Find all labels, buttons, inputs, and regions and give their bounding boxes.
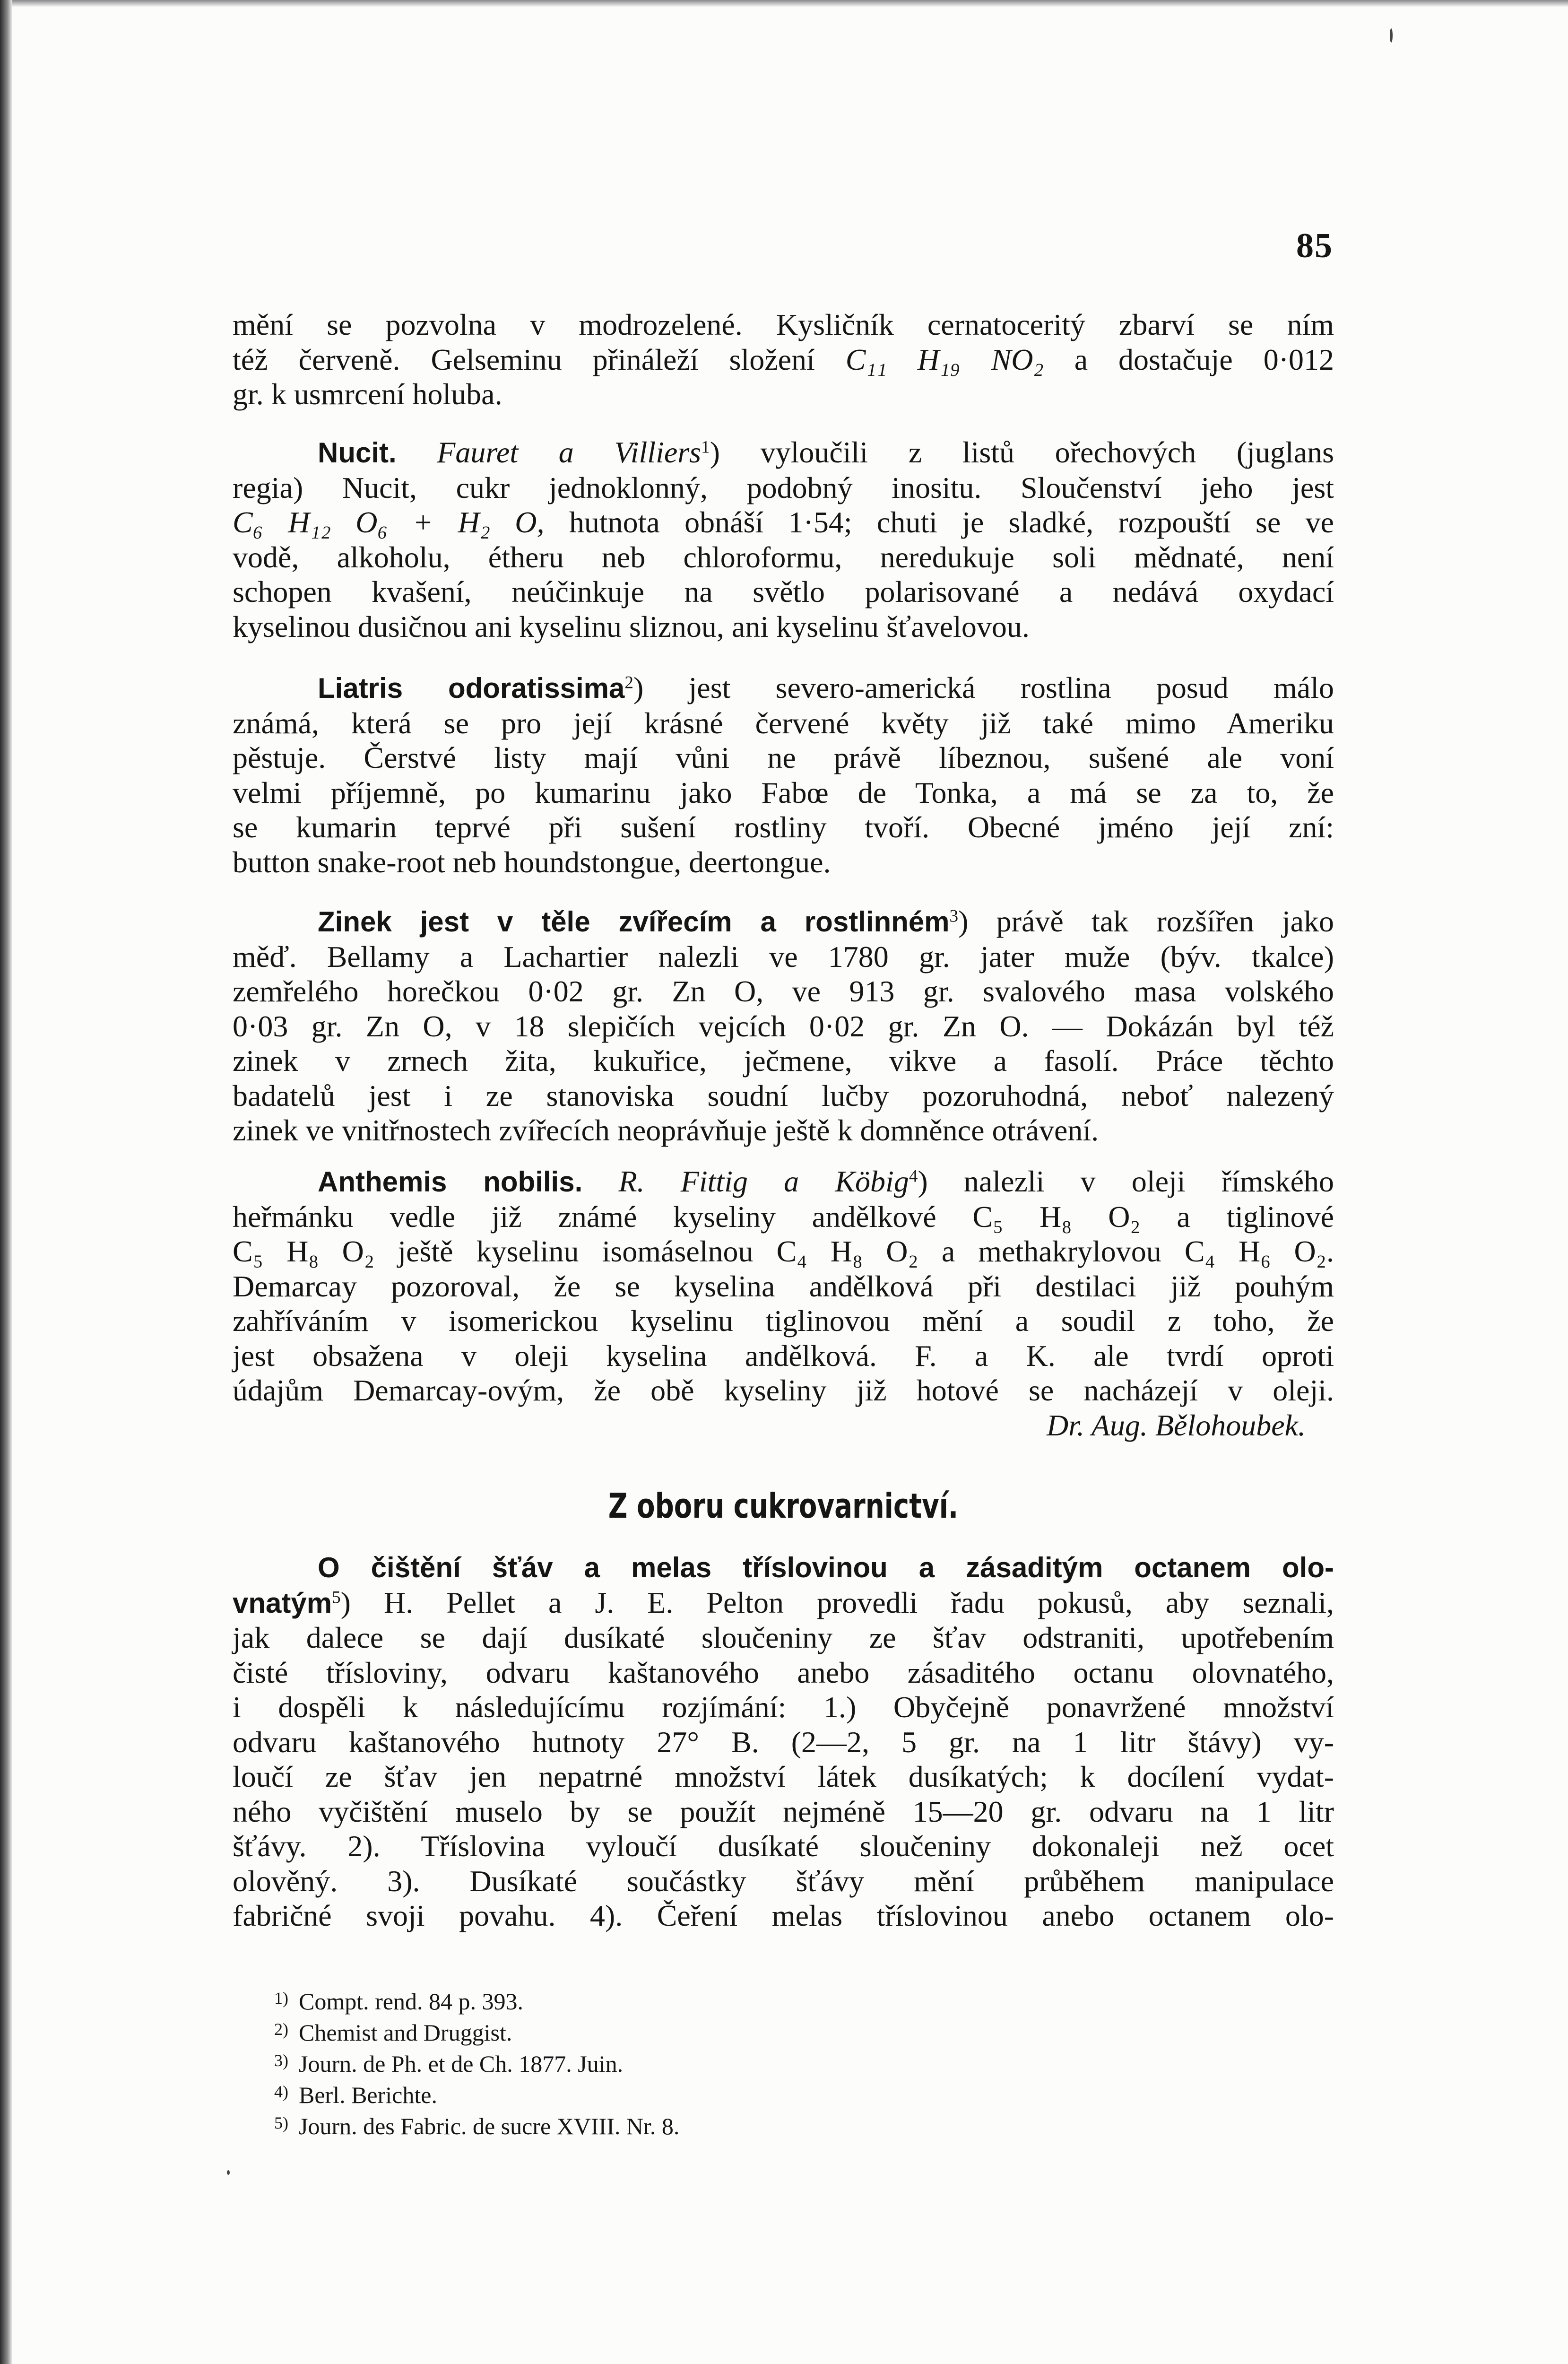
text-line: odvaru kaštanového hutnoty 27° B. (2—2, 5 gr. na 1 litr štávy) vy- xyxy=(233,1725,1334,1759)
footnote-ref: 3 xyxy=(949,906,959,926)
scan-edge-left xyxy=(0,0,12,2364)
text-line: jest obsažena v oleji kyselina andělková. F. a K. ale tvrdí oproti xyxy=(233,1338,1334,1373)
paragraph-term: vnatým xyxy=(233,1587,332,1619)
text-line: Liatris odoratissima$^2$) jest severo-americká rostlina posud málo xyxy=(318,671,1334,704)
footnote-number: 3) xyxy=(274,2051,288,2070)
footnote-ref: 4 xyxy=(909,1166,918,1186)
footnote-number: 1) xyxy=(274,1989,288,2008)
text-line: ného vyčištění muselo by se použít nejméně 15—20 gr. odvaru na 1 litr xyxy=(233,1794,1334,1828)
text-line: button snake-root neb houndstongue, deertongue. xyxy=(233,845,831,879)
section-heading: Z oboru cukrovarnictví. xyxy=(608,1486,959,1526)
footnote xyxy=(274,1984,679,2016)
text-line: se kumarin teprvé při sušení rostliny tvoří. Obecné jméno její zní: xyxy=(233,810,1334,844)
text-line: loučí ze šťav jen nepatrné množství látek dusíkatých; k docílení vydat- xyxy=(233,1760,1334,1793)
footnote-number: 5) xyxy=(274,2113,288,2132)
text-line: schopen kvašení, neúčinkuje na světlo polarisované a nedává oxydací xyxy=(233,575,1334,608)
paragraph-anthemis xyxy=(233,1164,1334,1443)
text-line: regia) Nucit, cukr jednoklonný, podobný inositu. Sloučenství jeho jest xyxy=(233,470,1334,504)
text-line: Zinek jest v těle zvířecím a rostlinném$^3$) právě tak rozšířen jako xyxy=(318,904,1334,938)
scan-speck xyxy=(1390,28,1393,43)
footnote-number: 2) xyxy=(274,2020,288,2039)
paragraph-cisteni-stav xyxy=(233,1550,1334,1933)
text-line: měď. Bellamy a Lachartier nalezli ve 1780 gr. jater muže (býv. tkalce) xyxy=(233,939,1334,973)
text-line: šťávy. 2). Tříslovina vyloučí dusíkaté sloučeniny dokonaleji než ocet xyxy=(233,1829,1334,1863)
text-line: zahříváním v isomerickou kyselinu tiglinovou mění a soudil z toho, že xyxy=(233,1304,1334,1338)
text-line xyxy=(233,1550,1334,1585)
formula: C₆ H₁₂ O₆ + H₂ O, xyxy=(233,505,545,539)
footnotes xyxy=(274,1984,679,2140)
text-line: kyselinou dusičnou ani kyselinu sliznou, ani kyselinu šťavelovou. xyxy=(233,609,1030,643)
text-line: Anthemis nobilis. R. Fittig a Köbig$^4$) nalezli v oleji římského xyxy=(318,1165,1334,1198)
paragraph-term: Zinek jest v těle zvířecím a rostlinném xyxy=(318,906,950,938)
text-line: zinek ve vnitřnostech zvířecích neoprávňuje ještě k domněnce otrávení. xyxy=(233,1113,1099,1147)
footnote-text: Journ. des Fabric. de sucre XVIII. Nr. 8. xyxy=(299,2113,680,2139)
paragraph-term: Nucit. xyxy=(318,437,397,469)
text-line: velmi příjemně, po kumarinu jako Fabœ de Tonka, a má se za to, že xyxy=(233,775,1334,809)
scan-speck xyxy=(227,2170,230,2175)
footnote-text: Berl. Berichte. xyxy=(299,2082,437,2108)
text-line: fabričné svoji povahu. 4). Čeření melas tříslovinou anebo octanem olo- xyxy=(233,1899,1334,1932)
footnote-text: Chemist and Druggist. xyxy=(299,2019,512,2046)
paragraph-nucit xyxy=(233,435,1334,644)
paragraph-term: Liatris odoratissima xyxy=(318,672,625,704)
text-line: čisté třísloviny, odvaru kaštanového anebo zásaditého octanu olovnatého, xyxy=(233,1655,1334,1689)
text-line: gr. k usmrcení holuba. xyxy=(233,377,502,411)
text-line: heřmánku vedle již známé kyseliny andělkové C₅ H₈ O₂ a tiglinové xyxy=(233,1199,1334,1234)
footnote xyxy=(274,2016,679,2047)
text-line: jak dalece se dají dusíkaté sloučeniny ze šťav odstraniti, upotřebením xyxy=(233,1621,1334,1654)
text-line: zemřelého horečkou 0·02 gr. Zn O, ve 913 gr. svalového masa volského xyxy=(233,974,1334,1008)
text-line: i dospěli k následujícímu rozjímání: 1.) Obyčejně ponavržené množství xyxy=(233,1690,1334,1724)
text-line: vodě, alkoholu, étheru neb chloroformu, neredukuje soli mědnaté, není xyxy=(233,540,1334,574)
text-line: C₅ H₈ O₂ ještě kyselinu isomáselnou C₄ H₈ O₂ a methakrylovou C₄ H₆ O₂. xyxy=(233,1234,1334,1268)
paragraph-term: Anthemis nobilis. xyxy=(318,1166,583,1198)
footnote-ref: 2 xyxy=(624,673,633,693)
text-line: známá, která se pro její krásné červené květy již také mimo Ameriku xyxy=(233,706,1334,740)
footnote-text: Compt. rend. 84 p. 393. xyxy=(299,1988,523,2015)
scan-edge-top xyxy=(0,0,1568,7)
paragraph-term: O čištění šťáv a melas tříslovinou a zásaditým octanem olo- xyxy=(318,1552,1334,1583)
page-number: 85 xyxy=(1296,226,1333,265)
footnote xyxy=(274,2047,679,2078)
paragraph-liatris xyxy=(233,670,1334,879)
text-line: Demarcay pozoroval, že se kyselina andělková při destilaci již pouhým xyxy=(233,1269,1334,1303)
footnote xyxy=(274,2109,679,2140)
text-line: 0·03 gr. Zn O, v 18 slepičích vejcích 0·02 gr. Zn O. — Dokázán byl též xyxy=(233,1009,1334,1043)
text-line: C₆ H₁₂ O₆ + H₂ O, hutnota obnáší 1·54; chuti je sladké, rozpouští se ve xyxy=(233,505,1334,539)
footnote-number: 4) xyxy=(274,2082,288,2101)
text-line: zinek v zrnech žita, kukuřice, ječmene, vikve a fasolí. Práce těchto xyxy=(233,1044,1334,1078)
text-line: Nucit. Fauret a Villiers$^1$) vyloučili z listů ořechových (juglans xyxy=(318,435,1334,469)
formula: C₁₁ H₁₉ NO₂ xyxy=(845,342,1044,376)
footnote-text: Journ. de Ph. et de Ch. 1877. Juin. xyxy=(299,2051,624,2077)
footnote-ref: 5 xyxy=(332,1588,341,1608)
text-line: údajům Demarcay-ovým, že obě kyseliny již hotové se nacházejí v oleji. xyxy=(233,1373,1334,1407)
text-line: vnatým$^5$) H. Pellet a J. E. Pelton provedli řadu pokusů, aby seznali, xyxy=(233,1585,1334,1619)
footnote xyxy=(274,2078,679,2109)
text-line: badatelů jest i ze stanoviska soudní lučby pozoruhodná, neboť nalezený xyxy=(233,1078,1334,1112)
text-line: též červeně. Gelseminu přináleží složení C₁₁ H₁₉ NO₂ a dostačuje 0·012 xyxy=(233,342,1334,376)
author-signature: Dr. Aug. Bělohoubek. xyxy=(1046,1408,1306,1442)
paragraph-gelseminum xyxy=(233,307,1334,412)
text-line: mění se pozvolna v modrozelené. Kysličník cernatoceritý zbarví se ním xyxy=(233,308,1334,341)
text-line: olověný. 3). Dusíkaté součástky šťávy mění průběhem manipulace xyxy=(233,1864,1334,1898)
footnote-ref: 1 xyxy=(701,437,710,457)
paragraph-zinek xyxy=(233,904,1334,1148)
text-line: pěstuje. Čerstvé listy mají vůni ne právě líbeznou, sušené ale voní xyxy=(233,741,1334,774)
